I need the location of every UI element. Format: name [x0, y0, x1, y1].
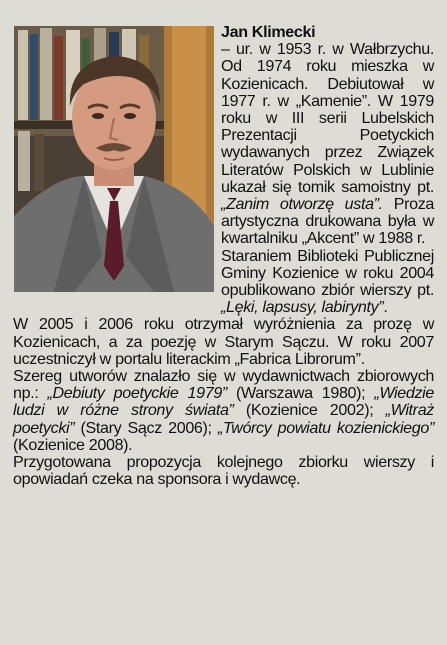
author-name: Jan Klimecki	[221, 23, 316, 41]
anthology-debiuty: „Debiuty poetyckie 1979”	[47, 384, 227, 403]
bio-p4-e: (Kozienice 2002);	[233, 401, 386, 420]
book-title-leki: „Lęki, lapsusy, labirynty”	[221, 298, 384, 317]
anthology-witraz: „Witraż poetycki”	[13, 401, 434, 437]
bio-paragraph-3: W 2005 i 2006 roku otrzymał wyróżnienia za prozę w Kozienicach, a za poezję w Starym Sączu. W roku 2007 uczestniczył w portalu literackim „Fabrica Librorum”.	[13, 315, 434, 368]
bio-p2-a: Staraniem Biblioteki Publicznej Gminy Kozienice w roku 2004 opublikowano zbiór wierszy pt.	[221, 246, 434, 300]
anthology-tworcy: „Twórcy powiatu kozienickiego”	[217, 418, 434, 437]
bio-paragraph-4	[13, 368, 434, 454]
bio-p2-c: .	[383, 298, 388, 317]
bio-p1-c: Proza artystyczna drukowana była w kwartalniku „Akcent” w 1988 r.	[221, 195, 434, 248]
photo-spacer	[13, 24, 221, 308]
bio-paragraph-5: Przygotowana propozycja kolejnego zbiorku wierszy i opowiadań czeka na sponsora i wydawcę.	[13, 453, 434, 489]
bio-text	[13, 24, 434, 488]
bio-p1-a: – ur. w 1953 r. w Wałbrzychu. Od 1974 roku mieszka w Kozienicach. Debiutował w 1977 r. w „Kamenie”. W 1979 roku w III serii Lubelskich Prezentacji Poetyckich wydawanych przez Związek Literatów Polskich w Lublinie ukazał się tomik samoistny pt.	[221, 40, 434, 196]
anthology-wiedzie: „Wiedzie ludzi w różne strony świata”	[13, 384, 434, 420]
book-title-zanim: „Zanim otworzę usta”.	[221, 195, 383, 214]
bio-p4-a: Szereg utworów znalazło się w wydawnictwach zbiorowych np.:	[13, 367, 434, 403]
bio-p4-c: (Warszawa 1980);	[226, 384, 375, 403]
bio-p4-g: (Stary Sącz 2006);	[74, 418, 218, 437]
bio-p4-i: (Kozienice 2008).	[13, 435, 133, 454]
